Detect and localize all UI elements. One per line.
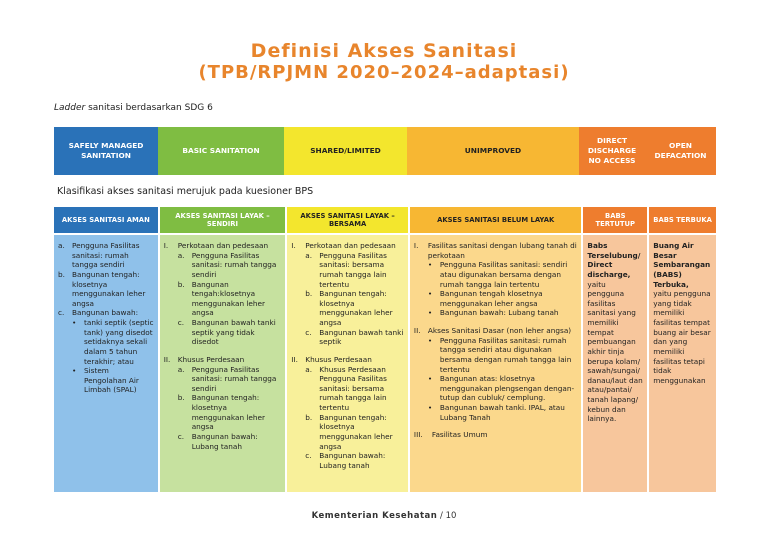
list-item [291,251,404,290]
list-marker: b. [58,269,65,279]
list-text: Bangunan tengah: klosetnya menggunakan leher angsa [319,412,393,451]
list-marker: II. [413,326,421,335]
list-text: Perkotaan dan pedesaan [177,241,269,250]
col-body-belum-layak [410,235,581,492]
list-text: Fasilitas sanitasi dengan lubang tanah di perkotaan [427,241,577,260]
ladder-caption-rest: sanitasi berdasarkan SDG 6 [85,103,213,113]
list-item [291,365,404,413]
list-text: Bangunan bawah tanki. IPAL, atau Lubang Tanah [439,403,565,422]
col-body-layak-sendiri [160,235,286,492]
footer-org: Kementerian Kesehatan [311,511,438,521]
list-heading [414,241,577,260]
col-header-babs-tertutup: BABS TERTUTUP [583,207,647,233]
page-number: 10 [445,511,457,521]
list-marker: a. [305,250,313,260]
list-heading [164,355,282,365]
list-heading [291,355,404,365]
col-header-aman: AKSES SANITASI AMAN [54,207,158,233]
list-text: Pengguna Fasilitas sanitasi: bersama rumah tangga lain tertentu [319,250,387,289]
list-text: Bangunan bawah: Lubang tanah [439,308,559,318]
list-item [414,308,577,318]
list-text: tanki septik (septic tank) yang disedot setidaknya sekali dalam 5 tahun terakhir; atau [84,318,154,366]
ladder-cell: SHARED/LIMITED [284,127,407,175]
classification-caption: Klasifikasi akses sanitasi merujuk pada kuesioner BPS [57,186,314,197]
list-text: Bangunan bawah: [72,308,139,318]
list-text: Khusus Perdesaan [177,354,245,364]
list-marker: b. [177,393,185,403]
col-header-babs-terbuka: BABS TERBUKA [649,207,716,233]
babs-terbuka-desc: yaitu pengguna yang tidak memiliki fasilitas tempat buang air besar dan yang memiliki fasilitas tetapi tidak menggunakan [653,289,711,385]
ladder-cell: SAFELY MANAGED SANITATION [54,127,158,175]
list-marker: c. [177,318,185,327]
list-text: Bangunan bawah: Lubang tanah [191,431,258,451]
list-item [58,366,154,395]
list-marker: III. [413,430,423,440]
list-marker: a. [177,364,185,374]
list-text: Bangunan bawah tanki septik [319,327,404,347]
list-item [58,270,154,309]
list-text: Pengguna Fasilitas sanitasi: rumah tangga sendiri [191,250,277,279]
col-babs-tertutup [583,207,647,492]
list-text: Khusus Perdesaan [305,354,372,364]
list-item [414,289,577,308]
list-heading [291,241,404,251]
list-item [414,336,577,375]
list-marker: c. [305,327,312,337]
list-heading [414,430,577,440]
list-item [164,432,282,451]
list-marker: I. [413,241,419,250]
ladder-cell: OPEN DEFACATION [645,127,716,175]
list-item [164,280,282,319]
list-item [164,393,282,432]
footer-sep: / [437,511,446,521]
sanitation-ladder [54,127,716,175]
list-item [414,403,577,422]
page-subtitle: (TPB/RPJMN 2020–2024–adaptasi) [198,62,570,83]
bullet-icon: • [72,318,77,327]
bullet-icon: • [427,308,433,318]
list-item [291,413,404,452]
list-text: Bangunan tengah:klosetnya menggunakan leher angsa [191,279,266,318]
list-marker: b. [305,289,313,299]
col-akses-aman [54,207,158,492]
babs-terbuka-term: Buang Air Besar Sembarangan (BABS) Terbuka, [653,241,711,289]
list-heading [164,241,282,251]
babs-tertutup-desc: yaitu pengguna fasilitas sanitasi yang memiliki tempat pembuangan akhir tinja berupa kolam/ sawah/sungai/ danau/laut dan atau/pantai/ tanah lapang/ kebun dan lainnya. [587,279,643,424]
list-text: Bangunan bawah tanki septik yang tidak disedot [191,318,276,347]
ladder-caption [54,103,213,113]
col-layak-bersama [287,207,408,492]
list-text: Bangunan atas: klosetnya menggunakan plengsengan dengan-tutup dan cubluk/ cemplung. [439,374,575,403]
list-text: Sistem Pengolahan Air Limbah (SPAL) [84,366,139,395]
classification-table [54,207,716,492]
col-body-layak-bersama [287,235,408,492]
list-item [58,241,154,270]
page-footer [0,511,768,521]
list-text: Khusus Perdesaan Pengguna Fasilitas sanitasi: bersama rumah tangga lain tertentu [319,364,387,412]
list-item [58,308,154,318]
list-marker: I. [163,241,169,250]
list-marker: b. [305,412,313,422]
bullet-icon: • [72,366,77,376]
list-text: Bangunan tengah: klosetnya menggunakan leher angsa [191,393,266,432]
babs-tertutup-term: Babs Terselubung/ Direct discharge, [587,241,641,279]
list-text: Pengguna Fasilitas sanitasi: rumah tangga sendiri [191,364,277,393]
bullet-icon: • [427,374,433,384]
list-marker: a. [305,364,313,374]
list-text: Bangunan tengah: klosetnya menggunakan leher angsa [72,269,146,308]
list-text: Bangunan tengah: klosetnya menggunakan leher angsa [319,289,393,327]
list-item [291,289,404,328]
bullet-icon: • [427,260,433,270]
list-item [291,451,404,470]
list-marker: a. [58,241,65,250]
col-header-layak-bersama: AKSES SANITASI LAYAK – BERSAMA [287,207,408,233]
list-marker: c. [58,308,65,318]
bullet-icon: • [427,289,433,299]
col-babs-terbuka [649,207,716,492]
list-text: Pengguna Fasilitas sanitasi: sendiri atau digunakan bersama dengan rumah tangga lain tertentu [439,260,568,289]
col-body-babs-tertutup [583,235,647,492]
ladder-cell: BASIC SANITATION [158,127,284,175]
list-text: Pengguna Fasilitas sanitasi: rumah tangga sendiri [72,241,140,270]
list-text: Pengguna Fasilitas sanitasi: rumah tangga sendiri atau digunakan bersama dengan rumah tangga lain tertentu [439,335,572,374]
ladder-cell: DIRECT DISCHARGE NO ACCESS [579,127,645,175]
list-marker: I. [291,241,296,250]
list-text: Bangunan tengah klosetnya menggunakan leher angsa [439,289,543,308]
ladder-caption-italic: Ladder [54,103,86,113]
ladder-cell: UNIMPROVED [407,127,579,175]
page-title: Definisi Akses Sanitasi [250,40,518,62]
list-marker: c. [177,431,185,441]
list-marker: a. [177,250,185,260]
list-item [414,260,577,289]
col-layak-sendiri [160,207,286,492]
list-heading [414,326,577,336]
list-marker: c. [305,451,312,461]
list-marker: II. [163,354,171,364]
list-text: Perkotaan dan pedesaan [305,241,396,250]
list-item [164,318,282,347]
col-belum-layak [410,207,581,492]
list-text: Bangunan bawah: Lubang tanah [319,451,386,470]
col-header-layak-sendiri: AKSES SANITASI LAYAK – SENDIRI [160,207,286,233]
list-item [164,365,282,394]
list-item [414,374,577,403]
list-item [164,251,282,280]
col-header-belum-layak: AKSES SANITASI BELUM LAYAK [410,207,581,233]
list-item [58,318,154,366]
bullet-icon: • [427,403,433,412]
list-marker: b. [177,279,185,289]
bullet-icon: • [427,335,433,345]
list-text: Fasilitas Umum [431,430,488,440]
list-text: Akses Sanitasi Dasar (non leher angsa) [427,326,572,335]
list-marker: II. [291,354,298,364]
col-body-babs-terbuka [649,235,716,492]
col-body-aman [54,235,158,492]
list-item [291,328,404,347]
